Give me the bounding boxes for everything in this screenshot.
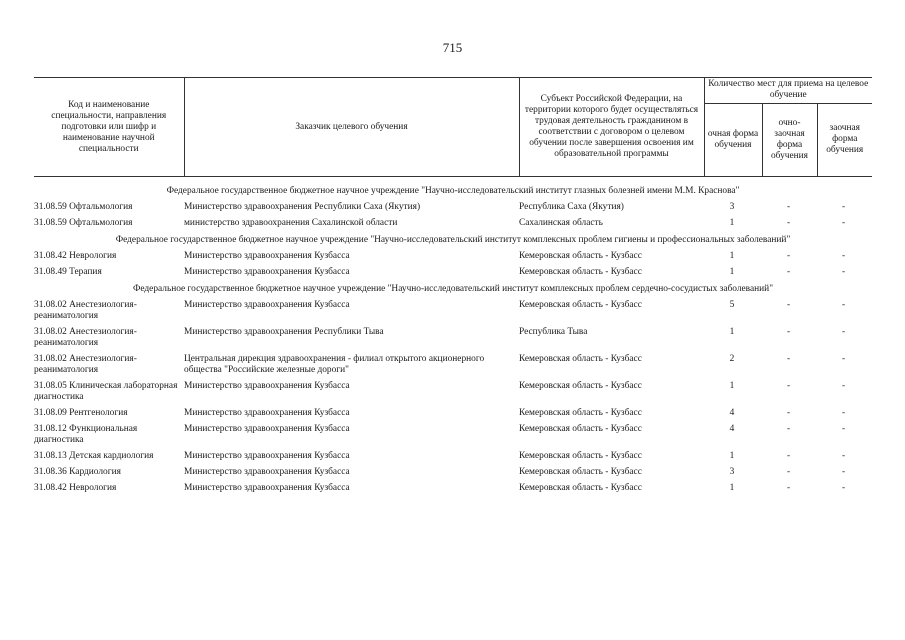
parttime-count-cell: - — [841, 467, 846, 477]
header-parttime: заочная форма обучения — [817, 103, 872, 177]
specialty-cell: 31.08.02 Анестезиология-реаниматология — [34, 300, 137, 321]
parttime-count-cell: - — [841, 483, 846, 493]
mixed-count-cell: - — [786, 251, 791, 261]
mixed-count-cell: - — [786, 218, 791, 228]
parttime-count-cell: - — [841, 267, 846, 277]
fulltime-count-cell: 1 — [729, 267, 735, 277]
subject-cell: Кемеровская область - Кузбасс — [519, 267, 642, 277]
mixed-count-cell: - — [786, 467, 791, 477]
parttime-count-cell: - — [841, 381, 846, 391]
fulltime-count-cell: 4 — [729, 424, 735, 434]
customer-cell: Министерство здравоохранения Кузбасса — [184, 424, 350, 434]
customer-cell: Министерство здравоохранения Кузбасса — [184, 381, 350, 391]
mixed-count-cell: - — [786, 424, 791, 434]
header-customer: Заказчик целевого обучения — [184, 78, 519, 177]
organization-heading: Федеральное государственное бюджетное научное учреждение "Научно-исследовательский институт комплексных проблем сердечно-сосудистых заболеваний" — [132, 284, 774, 294]
header-fulltime: очная форма обучения — [704, 103, 762, 177]
parttime-count-cell: - — [841, 408, 846, 418]
mixed-count-cell: - — [786, 381, 791, 391]
customer-cell: Министерство здравоохранения Кузбасса — [184, 467, 350, 477]
mixed-count-cell: - — [786, 408, 791, 418]
subject-cell: Кемеровская область - Кузбасс — [519, 451, 642, 461]
mixed-count-cell: - — [786, 354, 791, 364]
customer-cell: министерство здравоохранения Сахалинской области — [184, 218, 398, 228]
subject-cell: Кемеровская область - Кузбасс — [519, 300, 642, 310]
fulltime-count-cell: 5 — [729, 300, 735, 310]
table-row — [34, 465, 872, 481]
header-subject: Субъект Российской Федерации, на территории которого будет осуществляться трудовая деятельность гражданином в соответствии с договором о целевом обучении после завершения освоения им образовательной программы — [519, 78, 704, 177]
subject-cell: Кемеровская область - Кузбасс — [519, 424, 642, 434]
customer-cell: Министерство здравоохранения Республики Тыва — [184, 327, 384, 337]
subject-cell: Кемеровская область - Кузбасс — [519, 483, 642, 493]
specialty-cell: 31.08.12 Функциональная диагностика — [34, 424, 138, 445]
customer-cell: Министерство здравоохранения Кузбасса — [184, 451, 350, 461]
parttime-count-cell: - — [841, 451, 846, 461]
customer-cell: Министерство здравоохранения Кузбасса — [184, 251, 350, 261]
header-code: Код и наименование специальности, направления подготовки или шифр и наименование научной специальности — [34, 78, 184, 177]
specialty-cell: 31.08.59 Офтальмология — [34, 218, 133, 228]
table-row — [34, 406, 872, 422]
subject-cell: Кемеровская область - Кузбасс — [519, 467, 642, 477]
parttime-count-cell: - — [841, 218, 846, 228]
table-body — [34, 177, 872, 498]
fulltime-count-cell: 1 — [729, 251, 735, 261]
mixed-count-cell: - — [786, 451, 791, 461]
fulltime-count-cell: 4 — [729, 408, 735, 418]
fulltime-count-cell: 1 — [729, 218, 735, 228]
fulltime-count-cell: 1 — [729, 483, 735, 493]
header-mixed: очно-заочная форма обучения — [762, 103, 817, 177]
fulltime-count-cell: 1 — [729, 451, 735, 461]
table-row — [34, 265, 872, 281]
table-row — [34, 325, 872, 352]
parttime-count-cell: - — [841, 327, 846, 337]
specialty-cell: 31.08.42 Неврология — [34, 483, 117, 493]
specialty-cell: 31.08.13 Детская кардиология — [34, 451, 154, 461]
subject-cell: Республика Саха (Якутия) — [519, 202, 624, 212]
subject-cell: Кемеровская область - Кузбасс — [519, 251, 642, 261]
parttime-count-cell: - — [841, 251, 846, 261]
specialty-cell: 31.08.02 Анестезиология-реаниматология — [34, 327, 137, 348]
fulltime-count-cell: 1 — [729, 327, 735, 337]
organization-heading: Федеральное государственное бюджетное научное учреждение "Научно-исследовательский институт глазных болезней имени М.М. Краснова" — [166, 186, 740, 196]
specialty-cell: 31.08.49 Терапия — [34, 267, 102, 277]
header-places: Количество мест для приема на целевое обучение — [704, 78, 872, 104]
customer-cell: Министерство здравоохранения Республики Саха (Якутия) — [184, 202, 421, 212]
table-row — [34, 200, 872, 216]
fulltime-count-cell: 2 — [729, 354, 735, 364]
subject-cell: Кемеровская область - Кузбасс — [519, 354, 642, 364]
customer-cell: Министерство здравоохранения Кузбасса — [184, 267, 350, 277]
table-row — [34, 481, 872, 497]
specialty-cell: 31.08.05 Клиническая лабораторная диагностика — [34, 381, 178, 402]
subject-cell: Кемеровская область - Кузбасс — [519, 381, 642, 391]
quota-table — [34, 77, 872, 497]
subject-cell: Сахалинская область — [519, 218, 603, 228]
customer-cell: Министерство здравоохранения Кузбасса — [184, 300, 350, 310]
parttime-count-cell: - — [841, 354, 846, 364]
customer-cell: Центральная дирекция здравоохранения - филиал открытого акционерного общества "Российские железные дороги" — [184, 354, 485, 375]
page-number: 715 — [442, 40, 463, 55]
organization-heading: Федеральное государственное бюджетное научное учреждение "Научно-исследовательский институт комплексных проблем гигиены и профессиональных заболеваний" — [115, 235, 791, 245]
customer-cell: Министерство здравоохранения Кузбасса — [184, 408, 350, 418]
mixed-count-cell: - — [786, 327, 791, 337]
subject-cell: Кемеровская область - Кузбасс — [519, 408, 642, 418]
subject-cell: Республика Тыва — [519, 327, 588, 337]
table-row — [34, 249, 872, 265]
specialty-cell: 31.08.36 Кардиология — [34, 467, 121, 477]
customer-cell: Министерство здравоохранения Кузбасса — [184, 483, 350, 493]
table-row — [34, 298, 872, 325]
table-row — [34, 379, 872, 406]
mixed-count-cell: - — [786, 202, 791, 212]
table-row — [34, 216, 872, 232]
specialty-cell: 31.08.09 Рентгенология — [34, 408, 128, 418]
specialty-cell: 31.08.59 Офтальмология — [34, 202, 133, 212]
mixed-count-cell: - — [786, 483, 791, 493]
table-row — [34, 422, 872, 449]
parttime-count-cell: - — [841, 424, 846, 434]
table-row — [34, 352, 872, 379]
specialty-cell: 31.08.02 Анестезиология-реаниматология — [34, 354, 137, 375]
parttime-count-cell: - — [841, 300, 846, 310]
mixed-count-cell: - — [786, 267, 791, 277]
mixed-count-cell: - — [786, 300, 791, 310]
parttime-count-cell: - — [841, 202, 846, 212]
fulltime-count-cell: 1 — [729, 381, 735, 391]
fulltime-count-cell: 3 — [729, 202, 735, 212]
specialty-cell: 31.08.42 Неврология — [34, 251, 117, 261]
fulltime-count-cell: 3 — [729, 467, 735, 477]
table-row — [34, 449, 872, 465]
